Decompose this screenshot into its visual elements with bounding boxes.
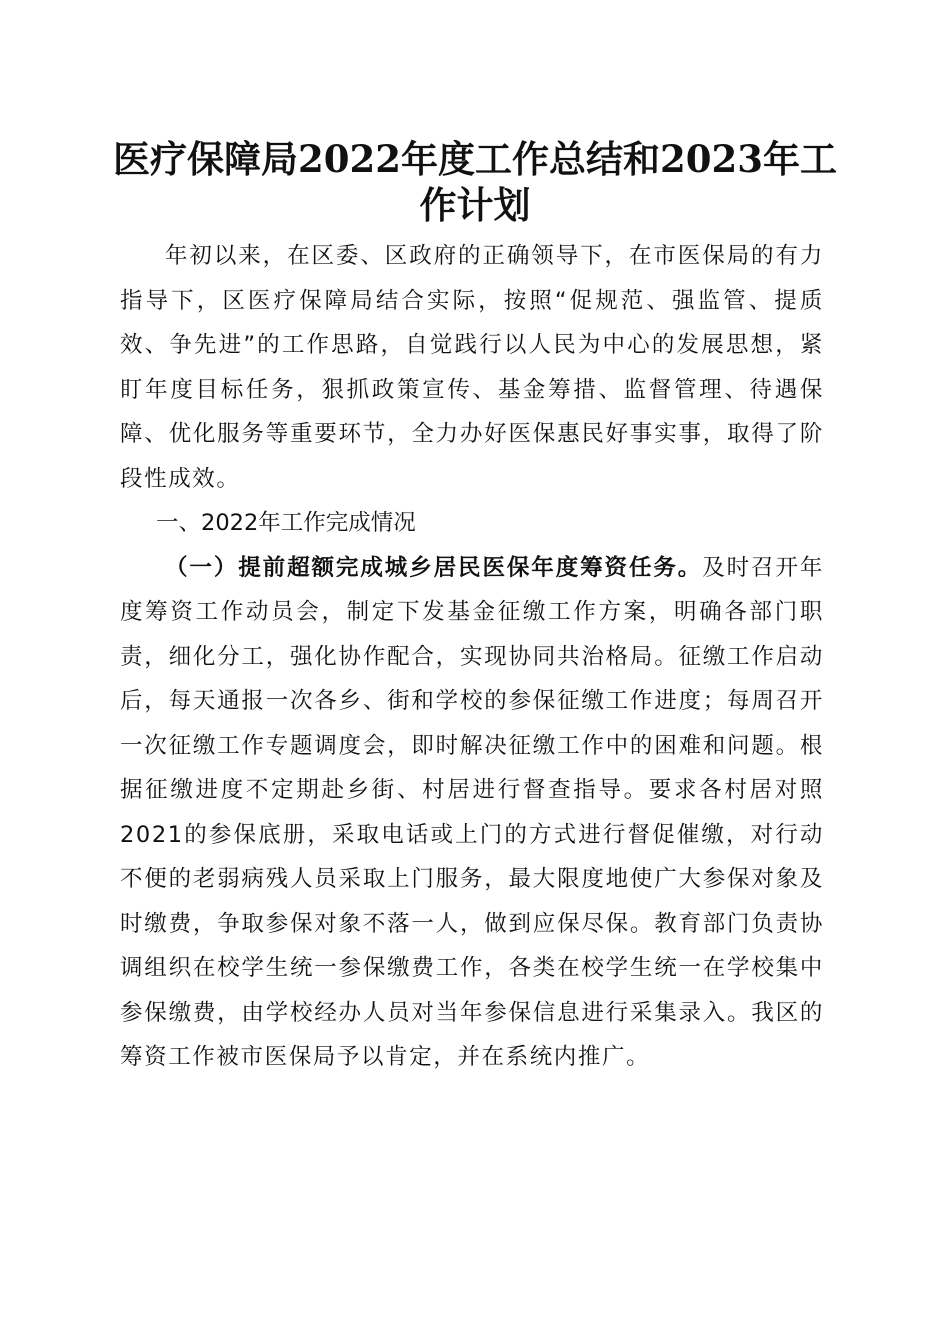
item-paragraph-1 xyxy=(120,546,824,1080)
document-body xyxy=(120,234,824,1080)
document-title: 医疗保障局2022年度工作总结和2023年工作计划 xyxy=(113,137,837,227)
item-text-1: 及时召开年度筹资工作动员会，制定下发基金征缴工作方案，明确各部门职责，细化分工，强化协作配合，实现协同共治格局。征缴工作启动后，每天通报一次各乡、街和学校的参保征缴工作进度；每周召开一次征缴工作专题调度会，即时解决征缴工作中的困难和问题。根据征缴进度不定期赴乡街、村居进行督查指导。要求各村居对照2021的参保底册，采取电话或上门的方式进行督促催缴，对行动不便的老弱病残人员采取上门服务，最大限度地使广大参保对象及时缴费，争取参保对象不落一人，做到应保尽保。教育部门负责协调组织在校学生统一参保缴费工作，各类在校学生统一在学校集中参保缴费，由学校经办人员对当年参保信息进行采集录入。我区的筹资工作被市医保局予以肯定，并在系统内推广。 xyxy=(120,554,824,1070)
section-heading-1: 一、2022年工作完成情况 xyxy=(156,510,416,536)
intro-paragraph: 年初以来，在区委、区政府的正确领导下，在市医保局的有力指导下，区医疗保障局结合实际，按照“促规范、强监管、提质效、争先进”的工作思路，自觉践行以人民为中心的发展思想，紧盯年度目标任务，狠抓政策宣传、基金筹措、监督管理、待遇保障、优化服务等重要环节，全力办好医保惠民好事实事，取得了阶段性成效。 xyxy=(120,243,824,492)
item-subheading-1: （一）提前超额完成城乡居民医保年度筹资任务。 xyxy=(165,554,703,581)
